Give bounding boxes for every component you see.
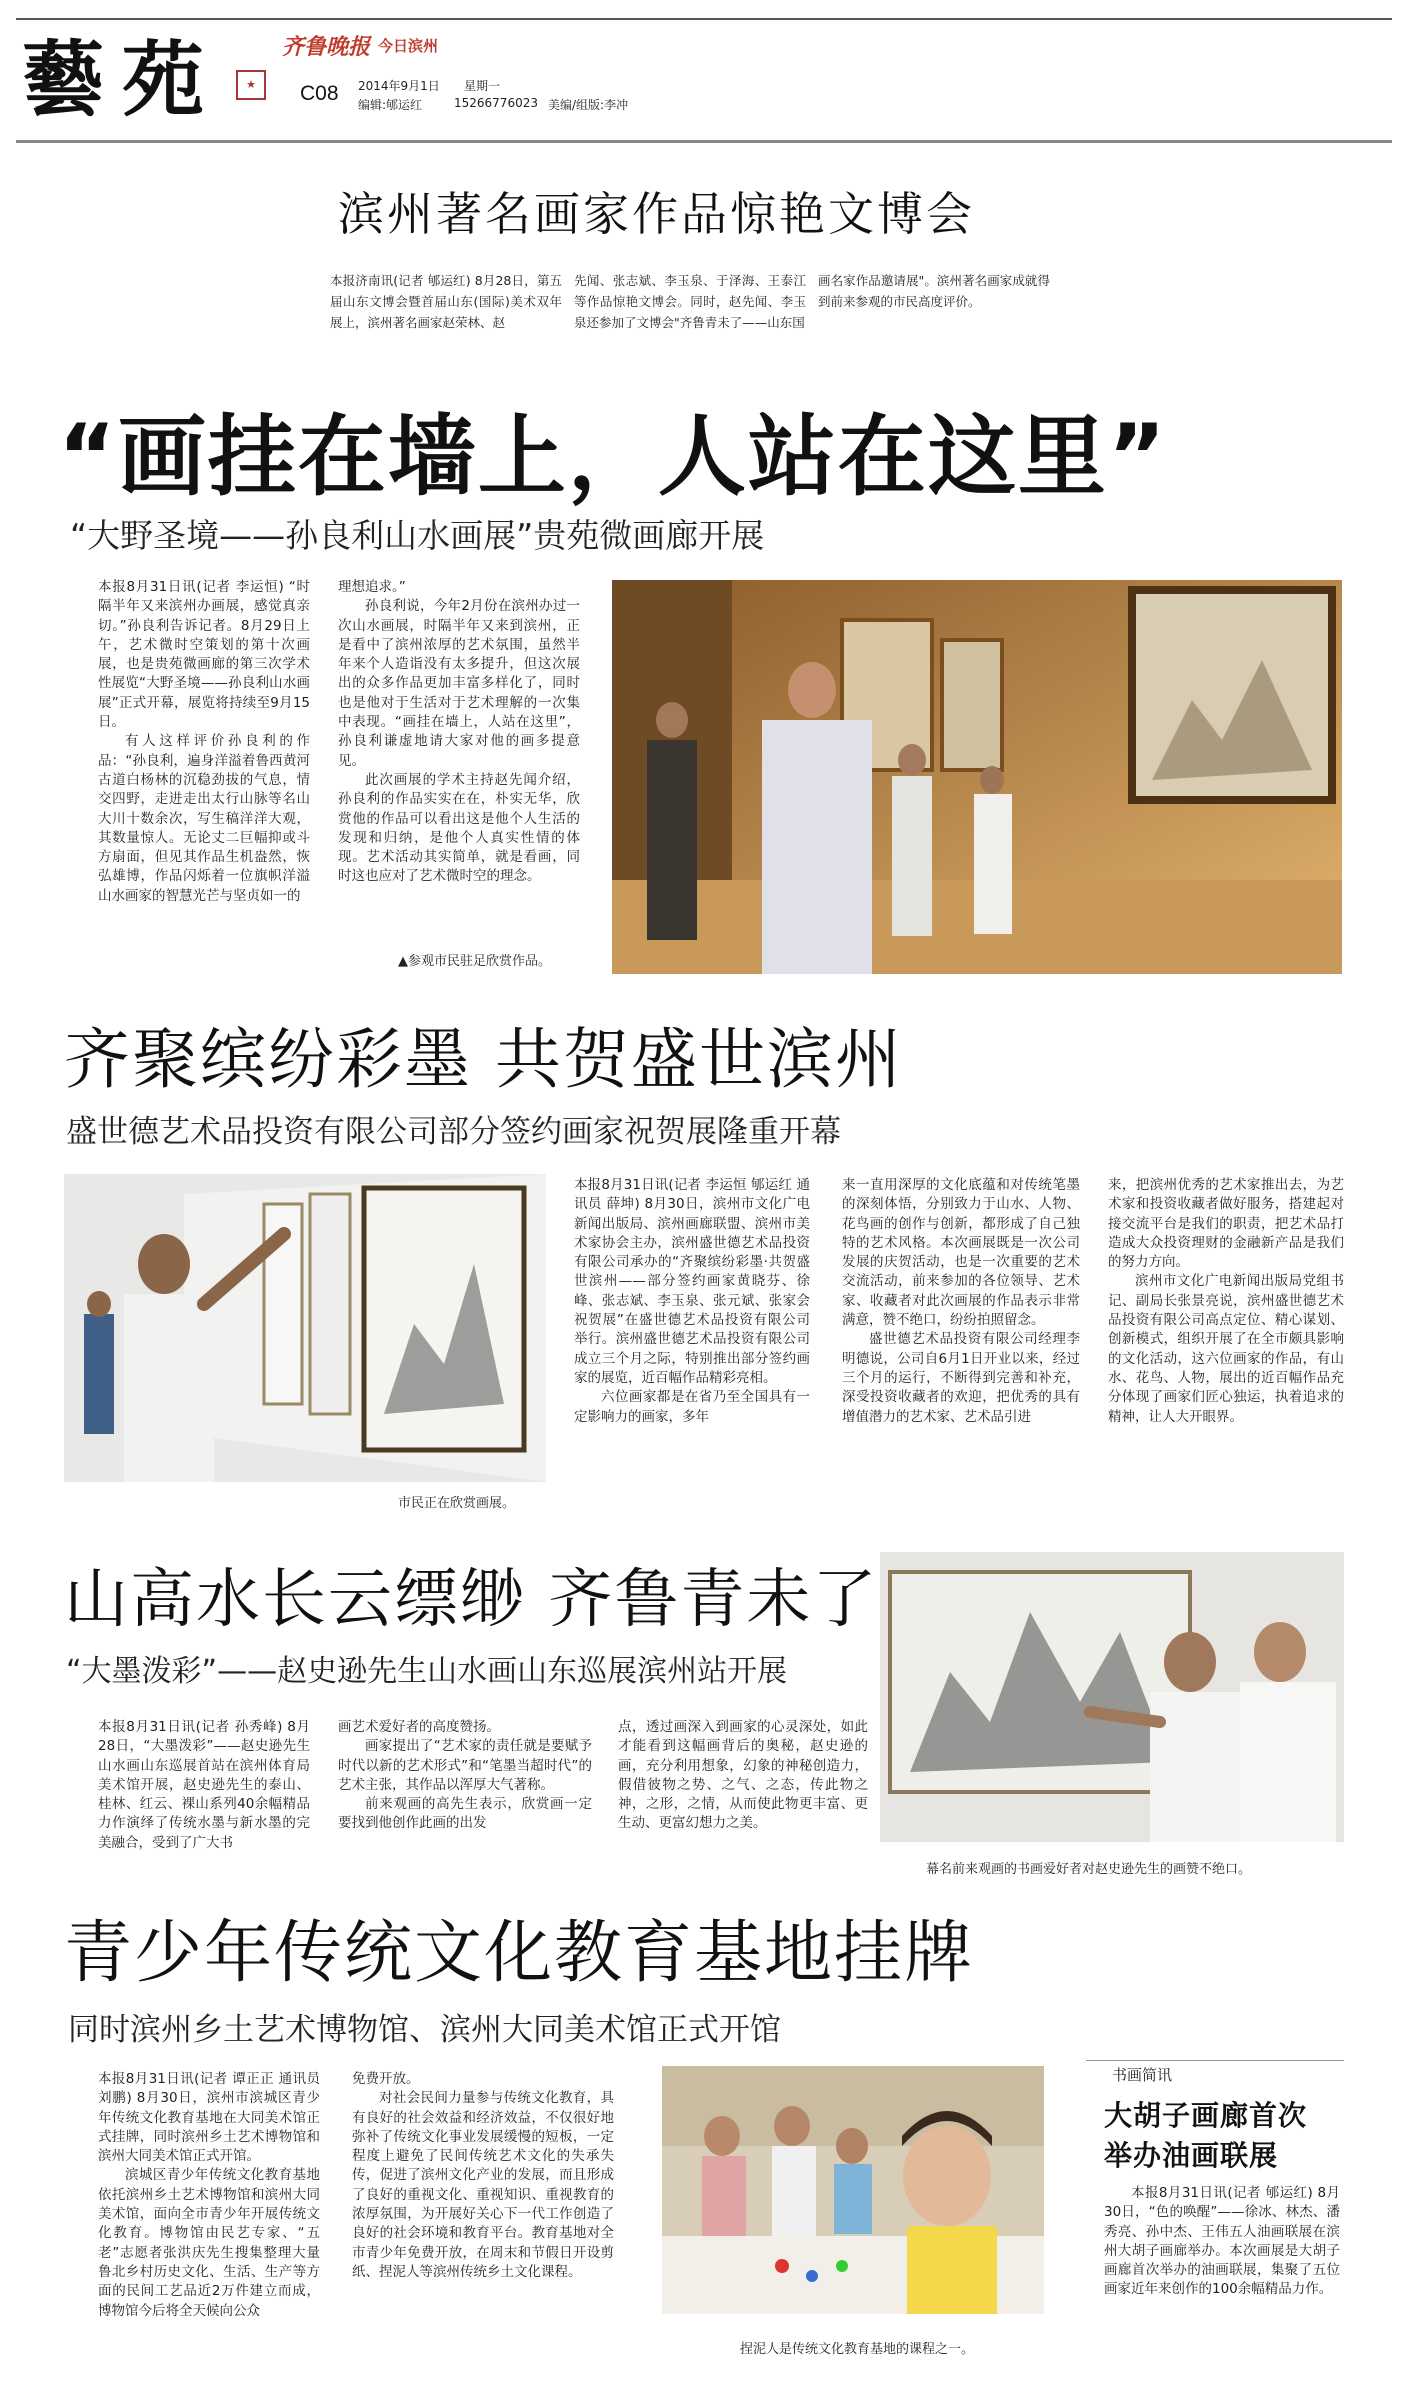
editor-phone: 15266776023 — [454, 96, 538, 110]
article4-col2-p1: 画艺术爱好者的高度赞扬。 — [338, 1719, 500, 1735]
article5-col1-p1: 本报8月31日讯(记者 谭正正 通讯员 刘鹏) 8月30日，滨州市滨城区青少年传统文化教育基地在大同美术馆正式挂牌，同时滨州乡土艺术博物馆和滨州大同美术馆正式开馆。 — [98, 2071, 320, 2165]
issue-date: 2014年9月1日 — [358, 79, 440, 93]
article1-col1 — [330, 270, 562, 390]
article3-col1-p1: 本报8月31日讯(记者 李运恒 郇运红 通讯员 薛坤) 8月30日，滨州市文化广电新闻出版局、滨州画廊联盟、滨州市美术家协会主办，滨州盛世德艺术品投资有限公司承办的“齐聚缤纷彩墨·共贺盛世滨州——部分签约画家黄晓芬、徐峰、张志斌、李玉泉、张元斌、张家会祝贺展”在盛世德艺术品投资有限公司举行。滨州盛世德艺术品投资有限公司成立三个月之际，特别推出部分签约画家的展览，近百幅作品精彩亮相。 — [574, 1177, 810, 1386]
article3-title: 齐聚缤纷彩墨 共贺盛世滨州 — [64, 1021, 903, 1098]
designer-credit: 美编/组版:李冲 — [548, 98, 629, 112]
article3-subtitle: 盛世德艺术品投资有限公司部分签约画家祝贺展隆重开幕 — [66, 1114, 841, 1150]
editor-credit: 编辑:郇运红 — [358, 98, 423, 112]
article4-title: 山高水长云缥缈 齐鲁青未了 — [64, 1563, 879, 1637]
brief-top-rule — [1086, 2060, 1344, 2061]
gallery-visitors-photo — [612, 580, 1342, 974]
article4-subtitle: “大墨泼彩”——赵史逊先生山水画山东巡展滨州站开展 — [66, 1654, 788, 1689]
brief-body — [1104, 2184, 1340, 2374]
article5-subtitle: 同时滨州乡土艺术博物馆、滨州大同美术馆正式开馆 — [68, 2012, 781, 2048]
article5-col1 — [98, 2070, 320, 2370]
article1-col1-text: 本报济南讯(记者 郇运红) 8月28日，第五届山东文博会暨首届山东(国际)美术双年展上，滨州著名画家赵荣林、赵 — [330, 273, 562, 330]
article1-col2-text: 先闻、张志斌、李玉泉、于泽海、王泰江等作品惊艳文博会。同时，赵先闻、李玉泉还参加了文博会"齐鲁青未了——山东国 — [574, 273, 806, 330]
article1-col3-text: 画名家作品邀请展"。滨州著名画家成就得到前来参观的市民高度评价。 — [818, 273, 1050, 309]
article5-col2-p2: 对社会民间力量参与传统文化教育，具有良好的社会效益和经济效益，不仅很好地弥补了传统文化事业发展缓慢的短板，一定程度上避免了民间传统艺术文化的失承失传，促进了滨州文化产业的发展，而且形成了良好的重视文化、重视知识、重视教育的浓厚氛围，为开展好关心下一代工作创造了良好的社会环境和教育平台。教育基地对全市青少年免费开放，在周末和节假日开设剪纸、捏泥人等滨州传统乡土文化课程。 — [352, 2090, 614, 2280]
article1-col3 — [818, 270, 1050, 390]
section-seal-icon: ★ — [236, 70, 266, 100]
article4-caption: 幕名前来观画的书画爱好者对赵史逊先生的画赞不绝口。 — [926, 1862, 1252, 1877]
top-rule — [16, 18, 1392, 20]
article3-col3-p1: 来，把滨州优秀的艺术家推出去，为艺术家和投资收藏者做好服务，搭建起对接交流平台是我们的职责，把艺术品打造成大众投资理财的金融新产品是我们的努力方向。 — [1108, 1177, 1344, 1271]
clay-figurine-class-photo — [662, 2066, 1044, 2314]
brief-tag: 书画简讯 — [1112, 2066, 1173, 2084]
article3-col2-p1: 来一直用深厚的文化底蕴和对传统笔墨的深刻体悟，分别致力于山水、人物、花鸟画的创作与创新，都形成了自己独特的艺术风格。本次画展既是一次公司发展的庆贺活动，也是一次重要的艺术交流活动，前来参加的各位领导、艺术家、收藏者对此次画展的作品表示非常满意，赞不绝口，纷纷拍照留念。 — [842, 1177, 1080, 1329]
article4-col2-p3: 前来观画的高先生表示，欣赏画一定要找到他创作此画的出发 — [338, 1796, 592, 1832]
article2-caption: ▲参观市民驻足欣赏作品。 — [398, 954, 551, 969]
article2-subtitle: “大野圣境——孙良利山水画展”贵苑微画廊开展 — [70, 516, 765, 555]
article1-title: 滨州著名画家作品惊艳文博会 — [338, 187, 975, 241]
issue-weekday: 星期一 — [464, 79, 501, 93]
article1-col2 — [574, 270, 806, 390]
article2-col2-p1: 理想追求。” — [338, 579, 406, 595]
article2-col2-p2: 孙良利说，今年2月份在滨州办过一次山水画展，时隔半年又来到滨州，正是看中了滨州浓厚的艺术氛围，虽然半年来个人造诣没有太多提升，但这次展出的众多作品更加丰富多样化了，同时也是他对于生活对于艺术理解的一次集中表现。“画挂在墙上，人站在这里”，孙良利谦虚地请大家对他的画多提意见。 — [338, 598, 580, 769]
article3-col3 — [1108, 1176, 1344, 1514]
article5-col1-p2: 滨城区青少年传统文化教育基地依托滨州乡土艺术博物馆和滨州大同美术馆，面向全市青少年开展传统文化教育。博物馆由民艺专家、“五老”志愿者张洪庆先生搜集整理大量鲁北乡村历史文化、生活、生产等方面的民间工艺品近2万件建立而成，博物馆今后将全天候向公众 — [98, 2167, 320, 2319]
article3-caption: 市民正在欣赏画展。 — [398, 1496, 516, 1511]
paper-name: 齐鲁晚报 — [282, 34, 371, 60]
masthead-rule — [16, 140, 1392, 143]
article3-col1 — [574, 1176, 810, 1514]
exhibition-hall-photo — [64, 1174, 546, 1482]
article2-title: “画挂在墙上，人站在这里” — [58, 405, 1168, 508]
brief-body-text: 本报8月31日讯(记者 郇运红) 8月30日，“色的唤醒”——徐冰、林杰、潘秀亮、孙中杰、王伟五人油画联展在滨州大胡子画廊举办。本次画展是大胡子画廊首次举办的油画联展，集聚了五位画家近年来创作的100余幅精品力作。 — [1104, 2185, 1340, 2298]
article2-col2 — [338, 578, 580, 938]
article4-col2-p2: 画家提出了“艺术家的责任就是要赋予时代以新的艺术形式”和“笔墨当超时代”的艺术主张，其作品以浑厚大气著称。 — [338, 1738, 592, 1793]
article4-col2 — [338, 1718, 592, 1862]
article4-col3-p1: 点，透过画深入到画家的心灵深处，如此才能看到这幅画背后的奥秘，赵史逊的画，充分利用想象，幻象的神秘创造力，假借彼物之势、之气、之态，传此物之神，之形，之情，从而使此物更丰富、更生动、更富幻想力之美。 — [618, 1719, 868, 1832]
article3-col2-p2: 盛世德艺术品投资有限公司经理李明德说，公司自6月1日开业以来，经过三个月的运行，不断得到完善和补充，深受投资收藏者的欢迎，把优秀的具有增值潜力的艺术家、艺术品引进 — [842, 1331, 1080, 1425]
article3-col1-p2: 六位画家都是在省乃至全国具有一定影响力的画家，多年 — [574, 1389, 810, 1425]
article4-col3 — [618, 1718, 868, 1862]
page-code: C08 — [300, 82, 339, 105]
article2-col1 — [98, 578, 310, 938]
paper-edition: 今日滨州 — [378, 37, 439, 55]
article4-col1-p1: 本报8月31日讯(记者 孙秀峰) 8月28日，“大墨泼彩”——赵史逊先生山水画山东巡展首站在滨州体育局美术馆开展，赵史逊先生的泰山、桂林、红云、裸山系列40余幅精品力作演绎了传统水墨与新水墨的完美融合，受到了广大书 — [98, 1719, 310, 1851]
brief-title-line2: 举办油画联展 — [1104, 2139, 1279, 2172]
article3-col3-p2: 滨州市文化广电新闻出版局党组书记、副局长张景亮说，滨州盛世德艺术品投资有限公司高点定位、精心谋划、创新模式，组织开展了在全市颇具影响的文化活动，这六位画家的作品，有山水、花鸟、人物，展出的近百幅作品充分体现了画家们匠心独运，执着追求的精神，让人大开眼界。 — [1108, 1273, 1344, 1425]
painting-viewers-photo — [880, 1552, 1344, 1842]
article2-col1-p1: 本报8月31日讯(记者 李运恒) “时隔半年又来滨州办画展，感觉真亲切。”孙良利告诉记者。8月29日上午，艺术微时空策划的第十次画展，也是贵苑微画廊的第三次学术性展览“大野圣境——孙良利山水画展”正式开幕，展览将持续至9月15日。 — [98, 579, 310, 731]
article3-col2 — [842, 1176, 1080, 1514]
section-title: 藝苑 — [22, 32, 223, 128]
article5-col2-p1: 免费开放。 — [352, 2071, 420, 2087]
article2-col1-p2: 有人这样评价孙良利的作品：“孙良利，遍身洋溢着鲁西黄河古道白杨林的沉稳劲拔的气息，情交四野，走进走出太行山脉等名山大川十数余次，写生稿洋洋大观，其数量惊人。无论丈二巨幅抑或斗方扇面，但见其作品生机盎然，恢弘雄博，作品闪烁着一位旗帜洋溢山水画家的智慧光芒与坚贞如一的 — [98, 733, 310, 904]
article5-title: 青少年传统文化教育基地挂牌 — [64, 1914, 975, 1993]
article2-col2-p3: 此次画展的学术主持赵先闻介绍，孙良利的作品实实在在，朴实无华，欣赏他的作品可以看出这是他个人生活的发现和归纳，是他个人真实性情的体现。艺术活动其实简单，就是看画，同时这也应对了艺术微时空的理念。 — [338, 771, 580, 885]
article4-col1 — [98, 1718, 310, 1862]
brief-title-line1: 大胡子画廊首次 — [1104, 2099, 1308, 2132]
article5-caption: 捏泥人是传统文化教育基地的课程之一。 — [740, 2342, 975, 2357]
article5-col2 — [352, 2070, 614, 2370]
